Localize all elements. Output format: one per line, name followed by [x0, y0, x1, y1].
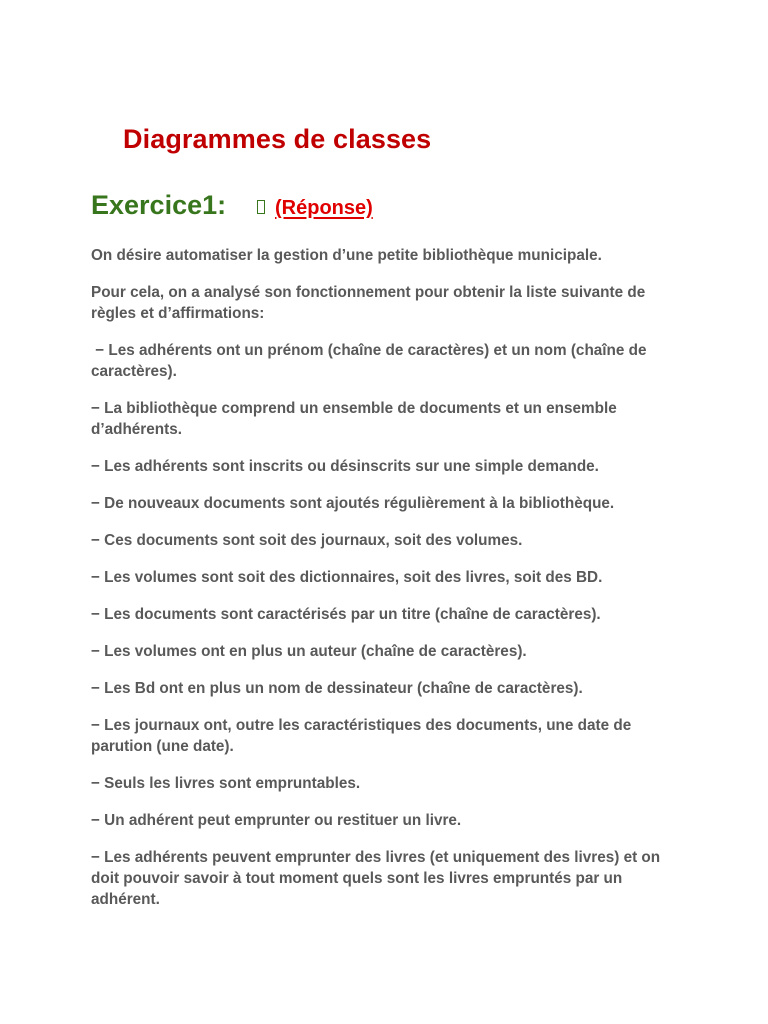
rule-item: − Les journaux ont, outre les caractéristiques des documents, une date de parution (une date). — [91, 717, 632, 755]
rule-item: − Les volumes sont soit des dictionnaires, soit des livres, soit des BD. — [91, 569, 603, 586]
rule-item: − Les documents sont caractérisés par un titre (chaîne de caractères). — [91, 606, 601, 623]
rule-item: − Ces documents sont soit des journaux, soit des volumes. — [91, 532, 523, 549]
page-title: Diagrammes de classes — [123, 124, 432, 154]
exercise-label: Exercice1: — [91, 190, 227, 220]
rule-item: − Les adhérents peuvent emprunter des livres (et uniquement des livres) et on doit pouvoir savoir à tout moment quels sont les livres empruntés par un adhérent. — [91, 849, 661, 908]
exercise-heading — [91, 190, 373, 224]
rule-item: − Les Bd ont en plus un nom de dessinateur (chaîne de caractères). — [91, 680, 583, 697]
exercise-body — [91, 245, 681, 926]
rule-item: − Les adhérents sont inscrits ou désinscrits sur une simple demande. — [91, 458, 599, 475]
rule-item: − Les volumes ont en plus un auteur (chaîne de caractères). — [91, 643, 527, 660]
box-icon — [257, 200, 265, 214]
rule-item: − Seuls les livres sont empruntables. — [91, 775, 361, 792]
rule-item: − Un adhérent peut emprunter ou restituer un livre. — [91, 812, 462, 829]
paragraph-analysis: Pour cela, on a analysé son fonctionnement pour obtenir la liste suivante de règles et d’affirmations: — [91, 284, 646, 322]
paragraph-intro: On désire automatiser la gestion d’une petite bibliothèque municipale. — [91, 247, 602, 264]
answer-link[interactable]: (Réponse) — [275, 197, 373, 219]
rule-item: − Les adhérents ont un prénom (chaîne de caractères) et un nom (chaîne de caractères). — [91, 342, 651, 380]
rule-item: − De nouveaux documents sont ajoutés régulièrement à la bibliothèque. — [91, 495, 615, 512]
rule-item: − La bibliothèque comprend un ensemble de documents et un ensemble d’adhérents. — [91, 400, 617, 438]
